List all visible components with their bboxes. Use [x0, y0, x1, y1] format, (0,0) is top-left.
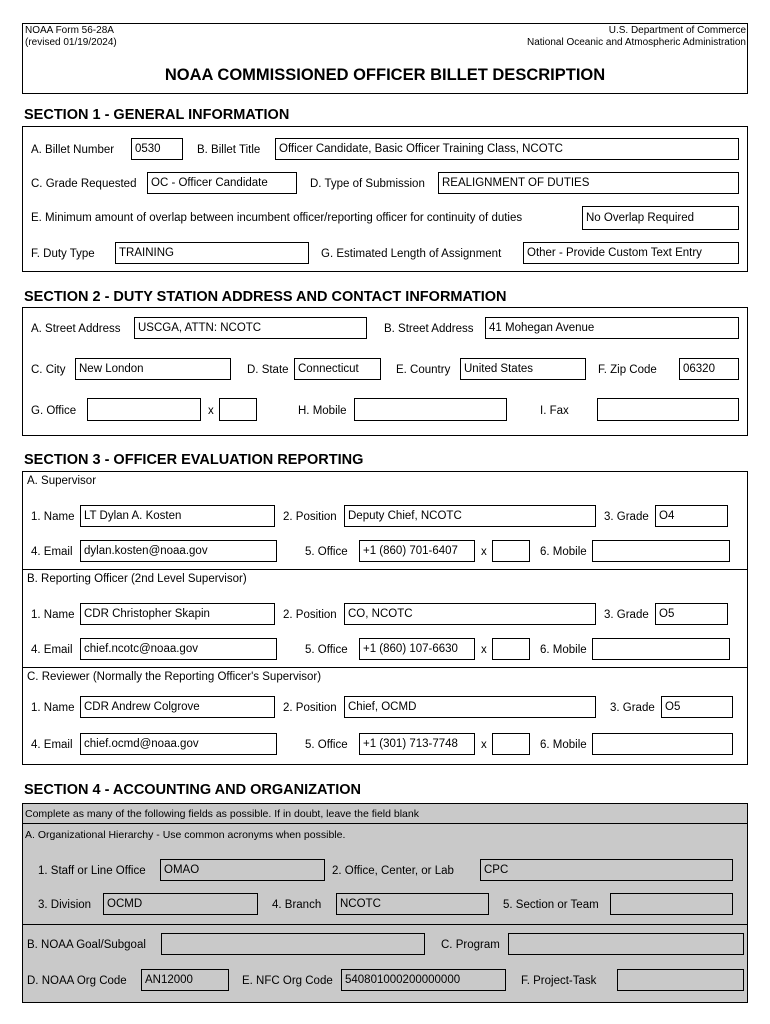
reviewer-name-label: 1. Name — [31, 702, 75, 714]
supervisor-grade-label: 3. Grade — [604, 511, 649, 523]
submission-type-label: D. Type of Submission — [310, 178, 425, 190]
duty-type-label: F. Duty Type — [31, 248, 95, 260]
office-field[interactable] — [87, 398, 201, 421]
divider — [22, 823, 748, 824]
reporting-grade-label: 3. Grade — [604, 609, 649, 621]
country-field[interactable]: United States — [460, 358, 586, 380]
state-label: D. State — [247, 364, 289, 376]
section-4-heading: SECTION 4 - ACCOUNTING AND ORGANIZATION — [24, 782, 361, 798]
assignment-length-label: G. Estimated Length of Assignment — [321, 248, 502, 260]
mobile-field[interactable] — [354, 398, 507, 421]
reviewer-office-field[interactable]: +1 (301) 713-7748 — [359, 733, 475, 755]
divider — [22, 569, 748, 570]
reporting-position-label: 2. Position — [283, 609, 337, 621]
branch-label: 4. Branch — [272, 899, 322, 911]
reporting-office-field[interactable]: +1 (860) 107-6630 — [359, 638, 475, 660]
billet-number-label: A. Billet Number — [31, 144, 115, 156]
staff-office-field[interactable]: OMAO — [160, 859, 325, 881]
org-code-label: D. NOAA Org Code — [27, 975, 127, 987]
reporting-grade-field[interactable]: O5 — [655, 603, 728, 625]
section-team-label: 5. Section or Team — [503, 899, 599, 911]
city-field[interactable]: New London — [75, 358, 231, 380]
reporting-ext-x: x — [481, 644, 487, 656]
supervisor-title: A. Supervisor — [27, 475, 97, 487]
country-label: E. Country — [396, 364, 451, 376]
divider — [22, 667, 748, 668]
nfc-code-field[interactable]: 540801000200000000 — [341, 969, 506, 991]
assignment-length-field[interactable]: Other - Provide Custom Text Entry — [523, 242, 739, 264]
org-hierarchy-label: A. Organizational Hierarchy - Use common acronyms when possible. — [25, 829, 346, 841]
section-1-heading: SECTION 1 - GENERAL INFORMATION — [24, 107, 290, 123]
reviewer-email-field[interactable]: chief.ocmd@noaa.gov — [80, 733, 277, 755]
office-label: G. Office — [31, 405, 77, 417]
reporting-email-field[interactable]: chief.ncotc@noaa.gov — [80, 638, 277, 660]
office-ext-field[interactable] — [219, 398, 257, 421]
section-team-field[interactable] — [610, 893, 733, 915]
branch-field[interactable]: NCOTC — [336, 893, 489, 915]
supervisor-name-label: 1. Name — [31, 511, 75, 523]
grade-requested-label: C. Grade Requested — [31, 178, 137, 190]
state-field[interactable]: Connecticut — [294, 358, 381, 380]
program-label: C. Program — [441, 939, 500, 951]
zip-label: F. Zip Code — [598, 364, 657, 376]
supervisor-office-label: 5. Office — [305, 546, 348, 558]
supervisor-position-label: 2. Position — [283, 511, 337, 523]
agency: National Oceanic and Atmospheric Administration — [526, 37, 746, 48]
program-field[interactable] — [508, 933, 744, 955]
form-revised: (revised 01/19/2024) — [25, 37, 117, 48]
section-2-heading: SECTION 2 - DUTY STATION ADDRESS AND CONTACT INFORMATION — [24, 289, 507, 305]
reviewer-position-field[interactable]: Chief, OCMD — [344, 696, 596, 718]
goal-label: B. NOAA Goal/Subgoal — [27, 939, 146, 951]
supervisor-ext-field[interactable] — [492, 540, 530, 562]
city-label: C. City — [31, 364, 66, 376]
supervisor-office-field[interactable]: +1 (860) 701-6407 — [359, 540, 475, 562]
goal-field[interactable] — [161, 933, 425, 955]
reviewer-name-field[interactable]: CDR Andrew Colgrove — [80, 696, 275, 718]
supervisor-position-field[interactable]: Deputy Chief, NCOTC — [344, 505, 596, 527]
reporting-name-field[interactable]: CDR Christopher Skapin — [80, 603, 275, 625]
reporting-position-field[interactable]: CO, NCOTC — [344, 603, 596, 625]
billet-title-field[interactable]: Officer Candidate, Basic Officer Training Class, NCOTC — [275, 138, 739, 160]
staff-office-label: 1. Staff or Line Office — [38, 865, 146, 877]
reporting-ext-field[interactable] — [492, 638, 530, 660]
reviewer-title: C. Reviewer (Normally the Reporting Officer's Supervisor) — [27, 671, 322, 683]
supervisor-grade-field[interactable]: O4 — [655, 505, 728, 527]
billet-number-field[interactable]: 0530 — [131, 138, 183, 160]
section-3-heading: SECTION 3 - OFFICER EVALUATION REPORTING — [24, 452, 364, 468]
office-center-lab-field[interactable]: CPC — [480, 859, 733, 881]
org-code-field[interactable]: AN12000 — [141, 969, 229, 991]
division-label: 3. Division — [38, 899, 92, 911]
street-b-field[interactable]: 41 Mohegan Avenue — [485, 317, 739, 339]
division-field[interactable]: OCMD — [103, 893, 258, 915]
billet-title-label: B. Billet Title — [197, 144, 261, 156]
reviewer-grade-field[interactable]: O5 — [661, 696, 733, 718]
project-task-label: F. Project-Task — [521, 975, 597, 987]
section-4-note: Complete as many of the following fields as possible. If in doubt, leave the field blank — [25, 808, 419, 820]
street-a-label: A. Street Address — [31, 323, 121, 335]
reporting-name-label: 1. Name — [31, 609, 75, 621]
reporting-office-label: 5. Office — [305, 644, 348, 656]
reviewer-office-label: 5. Office — [305, 739, 348, 751]
reviewer-position-label: 2. Position — [283, 702, 337, 714]
duty-type-field[interactable]: TRAINING — [115, 242, 309, 264]
nfc-code-label: E. NFC Org Code — [242, 975, 333, 987]
fax-field[interactable] — [597, 398, 739, 421]
supervisor-ext-x: x — [481, 546, 487, 558]
street-a-field[interactable]: USCGA, ATTN: NCOTC — [134, 317, 367, 339]
street-b-label: B. Street Address — [384, 323, 474, 335]
mobile-label: H. Mobile — [298, 405, 347, 417]
project-task-field[interactable] — [617, 969, 744, 991]
reporting-mobile-label: 6. Mobile — [540, 644, 587, 656]
divider — [22, 924, 748, 925]
reporting-email-label: 4. Email — [31, 644, 73, 656]
grade-requested-field[interactable]: OC - Officer Candidate — [147, 172, 297, 194]
reporting-mobile-field[interactable] — [592, 638, 730, 660]
page-title: NOAA COMMISSIONED OFFICER BILLET DESCRIPTION — [164, 66, 606, 84]
supervisor-mobile-field[interactable] — [592, 540, 730, 562]
supervisor-email-field[interactable]: dylan.kosten@noaa.gov — [80, 540, 277, 562]
supervisor-email-label: 4. Email — [31, 546, 73, 558]
reviewer-ext-field[interactable] — [492, 733, 530, 755]
office-center-lab-label: 2. Office, Center, or Lab — [332, 865, 454, 877]
reviewer-mobile-field[interactable] — [592, 733, 733, 755]
reviewer-grade-label: 3. Grade — [610, 702, 655, 714]
zip-field[interactable]: 06320 — [679, 358, 739, 380]
reviewer-email-label: 4. Email — [31, 739, 73, 751]
fax-label: I. Fax — [540, 405, 569, 417]
reporting-title: B. Reporting Officer (2nd Level Supervisor) — [27, 573, 247, 585]
department: U.S. Department of Commerce — [608, 25, 746, 36]
office-ext-x: x — [208, 405, 214, 417]
reviewer-ext-x: x — [481, 739, 487, 751]
reviewer-mobile-label: 6. Mobile — [540, 739, 587, 751]
overlap-label: E. Minimum amount of overlap between incumbent officer/reporting officer for continuity of duties — [31, 212, 523, 224]
submission-type-field[interactable]: REALIGNMENT OF DUTIES — [438, 172, 739, 194]
supervisor-name-field[interactable]: LT Dylan A. Kosten — [80, 505, 275, 527]
form-number: NOAA Form 56-28A — [25, 25, 114, 36]
supervisor-mobile-label: 6. Mobile — [540, 546, 587, 558]
overlap-field[interactable]: No Overlap Required — [582, 206, 739, 230]
